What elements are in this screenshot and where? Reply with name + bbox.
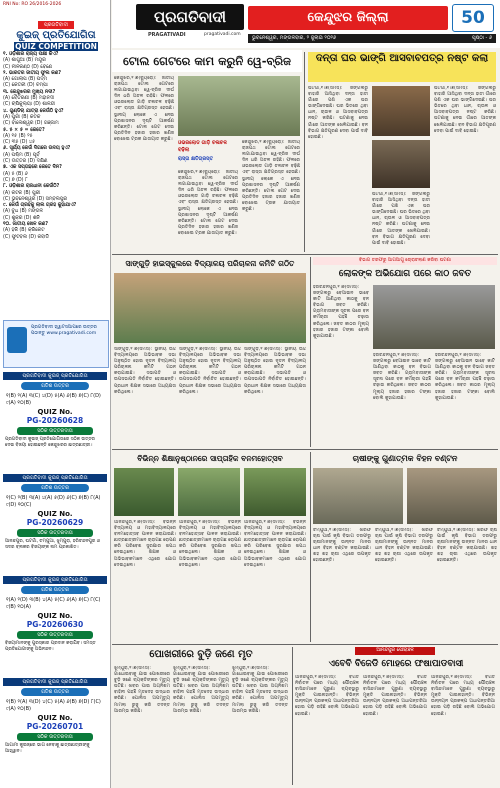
story-body-cont-2: କେନ୍ଦୁଝର,୧।୭(ବ୍ୟୁରୋ): ଜାତୀୟ ରାଜପଥ ଟୋଲ ଗେଟରେ ଲଗାଯାଇଥିବା ୱେ-ବ୍ରିଜ ଦୀର୍ଘ ଦିନ ଧରି ଅଚଳ ରହିଛି। ଫଳରେ ଓଭରଲୋଡ ଗାଡ଼ି ଚଳାଚଳ ବଢ଼ିଛି ଏବଂ ରାସ୍ତା କ୍ଷତିଗ୍ରସ୍ତ ହେଉଛି। ସ୍ଥାନୀୟ ଲୋକେ ଏ ନେଇ ପ୍ରଶାସନର ଦୃଷ୍ଟି ଆକର୍ଷଣ କରିଛନ୍ତି। ଟୋଲ ଗେଟ ଦେଇ ପ୍ରତିଦିନ ହଜାର ହଜାର ଖଣିଜ ବୋଝେଇ ଟ୍ରକ ଯାତାୟାତ କରୁଛି। [242,140,300,213]
committee-group-photo [114,273,306,343]
quiz-code: PG-20260701 [26,722,84,731]
story-elephant [308,52,496,252]
quiz-question-line: (A) ୫ (B) ୬ [3,171,28,177]
story-body: ଆନନ୍ଦପୁର,୧।୭(ସମିସ): ବିଭିନ୍ନ ବିଦ୍ୟାଳୟ ଓ ମହାବିଦ୍ୟାଳୟରେ ବନମହୋତ୍ସବ ପାଳନ କରାଯାଇଛି। ଛାତ୍ରଛାତ୍ରୀମାନେ ଚାରାଗଛ ରୋପଣ କରି ପରିବେଶ ସୁରକ୍ଷାର ଶପଥ ନେଇଥିଲେ। ଶିକ୍ଷକ ଓ ଅଭିଭାବକମାନେ ଏଥିରେ ଯୋଗ ଦେଇଥିଲେ। [114,520,176,568]
quiz-question-line: (C) ବାଲେଶ୍ୱର (D) ଗଞ୍ଜାମ [3,121,59,127]
quiz-question-line: ୧. ଓଡ଼ିଶାର ରାଜ୍ୟ ପକ୍ଷୀ କିଏ? [3,52,59,57]
story-body: କେନ୍ଦୁଝର,୧।୭(ବ୍ୟୁରୋ): ଜାତୀୟ ରାଜପଥ ଟୋଲ ଗେଟରେ ଲଗାଯାଇଥିବା ୱେ-ବ୍ରିଜ ଦୀର୍ଘ ଦିନ ଧରି ଅଚଳ ରହିଛି। ଫଳରେ ଓଭରଲୋଡ ଗାଡ଼ି ଚଳାଚଳ ବଢ଼ିଛି ଏବଂ ରାସ୍ତା କ୍ଷତିଗ୍ରସ୍ତ ହେଉଛି। ସ୍ଥାନୀୟ ଲୋକେ ଏ ନେଇ ପ୍ରଶାସନର ଦୃଷ୍ଟି ଆକର୍ଷଣ କରିଛନ୍ତି। ଟୋଲ ଗେଟ ଦେଇ ପ୍ରତିଦିନ ହଜାର ହଜାର ଖଣିଜ ବୋଝେଇ ଟ୍ରକ ଯାତାୟାତ କରୁଛି। [114,76,174,142]
quiz-block-header: ପ୍ରଗତିବାଦୀ କୁଇଜ୍ ପ୍ରତିଯୋଗିତା [3,678,107,686]
quiz-info-box [3,320,109,368]
quiz-winner-label: ସଠିକ ଉତ୍ତରଦାତା [17,631,93,639]
story-body: ହରିଚନ୍ଦନପୁର,୧।୭(ସମିସ): ଜଙ୍ଗଲରୁ ବେଆଇନ ଭାବେ କାଟି ଆଣିଥିବା କାଠକୁ ବନ ବିଭାଗ ଜବତ କରିଛି। ଗ୍ରାମବାସୀଙ୍କ ସୂଚନା ପରେ ବନ କର୍ମଚାରୀ ପହଞ୍ଚି ଚଢ଼ାଉ କରିଥିଲେ। ଜବତ କାଠର ମୂଲ୍ୟ ହଜାର ହଜାର ଟଙ୍କା ବୋଲି କୁହାଯାଉଛି। [313,285,369,339]
story-body-cont: ସାଙ୍ଗୁଡ଼ି,୧।୭(ସମିସ): ସ୍ଥାନୀୟ ଉଚ୍ଚ ବିଦ୍ୟାଳୟରେ ଅଭିଭାବକ ସଭା ଅନୁଷ୍ଠିତ ହୋଇ ନୂତନ ବିଦ୍ୟାଳୟ ପରିଚାଳନା କମିଟି ଗଠନ କରାଯାଇଛି। ସଭାପତି ଓ ଉପସଭାପତି ନିର୍ବାଚିତ ହୋଇଛନ୍ତି। ପ୍ରଧାନ ଶିକ୍ଷକ ସଭାରେ ଅଧ୍ୟକ୍ଷତା କରିଥିଲେ। [179,347,241,395]
quiz-winner-label: ସଠିକ ଉତ୍ତରଦାତା [17,427,93,435]
plantation-photo-2 [178,468,240,516]
story-headline: ସାଙ୍ଗୁଡ଼ି ହାଇସ୍କୁଲରେ ବିଦ୍ୟାଳୟ ପରିଚାଳନା କମିଟି ଗଠିତ [125,259,295,268]
quiz-answer-block [3,372,107,448]
story-school-committee [112,257,308,447]
quiz-question-line: (C) ଫୁଟବଲ (D) କବାଡି [3,234,49,240]
anniversary-badge: 50 [452,4,494,32]
quiz-question-line: (A) ହକି (B) କ୍ରିକେଟ [3,228,45,234]
quiz-answer-block [3,576,107,652]
quiz-title-english: QUIZ COMPETITION [15,42,97,51]
whatsapp-icon [7,327,27,353]
quiz-sidebar [0,0,111,788]
quiz-block-subheader: ଗତିଶ ଉତ୍ତର [21,484,89,492]
story-kicker: ଆନନ୍ଦପୁର ପୌରାଞ୍ଚଳ [355,647,435,655]
quiz-question-line: ୫. ୫ × ୫ = କେତେ? [3,127,45,133]
quiz-info-text: ପ୍ରଗତିବାଦୀ ହ୍ୱାଟସଆପରେ ଉତ୍ତର ପଠାନ୍ତୁ www.pragativadi.com [31,325,97,336]
plantation-photo-3 [244,468,306,516]
quiz-code: PG-20260629 [26,518,84,527]
story-body-cont-2: ଝୁମ୍ପୁରା,୧।୭(ସମିସ): ଗାଧୋଇବାକୁ ଯାଇ ପୋଖରୀରେ ବୁଡ଼ି ଜଣେ ବ୍ୟକ୍ତିଙ୍କର ମୃତ୍ୟୁ ଘଟିଛି। ଖବର ପାଇ ଅଗ୍ନିଶମ ବାହିନୀ ପହଞ୍ଚି ମୃତଦେହ ଉଦ୍ଧାର କରିଛି। ପୋଲିସ ଅପମୃତ୍ୟୁ ମାମଲା ରୁଜୁ କରି ତଦନ୍ତ ଆରମ୍ଭ କରିଛି। [232,666,288,714]
story-headline: ଚାଷୀଙ୍କୁ ଗୁଣାତ୍ମକ ବିହନ ବଣ୍ଟନ [352,454,458,463]
quiz-question-line: ୮. ଓଡ଼ିଶାର ରାଜଧାନୀ କେଉଁଠି? [3,184,60,190]
column-divider [292,647,293,785]
quiz-title-odia: କୁଇଜ୍ ପ୍ରତିଯୋଗିତା [16,30,96,41]
quiz-question-line: ୨. ଭାରତର ଜାତୀୟ ଫୁଲ କଣ? [3,70,62,76]
quiz-answer-key: ୧(A) ୨(D) ୩(B) ୪(A) ୫(C) ୬(A) ୭(C) ୮(C) ୯(B) ୧୦(A) [6,597,101,610]
quiz-question-line: (C) ଉତ୍ତର (D) ଦକ୍ଷିଣ [3,159,48,165]
quiz-label: ପ୍ରଗତିବାଦୀ [38,21,74,29]
page-number: ପୃଷ୍ଠା - ୬ [471,35,492,41]
registration-line: RNI No: RO 26/2016-2026 [3,2,62,7]
story-body-cont: ଝୁମ୍ପୁରା,୧।୭(ସମିସ): ଗାଧୋଇବାକୁ ଯାଇ ପୋଖରୀରେ ବୁଡ଼ି ଜଣେ ବ୍ୟକ୍ତିଙ୍କର ମୃତ୍ୟୁ ଘଟିଛି। ଖବର ପାଇ ଅଗ୍ନିଶମ ବାହିନୀ ପହଞ୍ଚି ମୃତଦେହ ଉଦ୍ଧାର କରିଛି। ପୋଲିସ ଅପମୃତ୍ୟୁ ମାମଲା ରୁଜୁ କରି ତଦନ୍ତ ଆରମ୍ଭ କରିଛି। [173,666,229,714]
quiz-block-header: ପ୍ରଗତିବାଦୀ କୁଇଜ୍ ପ୍ରତିଯୋଗିତା [3,474,107,482]
date-bar [248,34,496,43]
story-headline: ଏବେବି ବିଜେଡି ମୋହରେ ଫଷାପାଡବାସୀ [328,659,464,669]
story-body: ଘଟଗାଁ,୧।୭(ସମିସ): ଜଙ୍ଗଲରୁ ବାହାରି ଆସିଥିବା ଦନ୍ତା ହାତୀ ଗାଁରେ ପଶି ଏକ ଘର ଭାଙ୍ଗିଦେଇଛି। ଘର ଭିତରେ ଥିବା ଧାନ, ଚାଉଳ ଓ ଆସବାବପତ୍ର ନଷ୍ଟ କରିଛି। ଘଟଣାକୁ ନେଇ ଗାଁରେ ଆତଙ୍କ ଖେଳିଯାଇଛି। ବନ ବିଭାଗ କ୍ଷତିପୂରଣ ଦେବା ପାଇଁ ଦାବି ହୋଇଛି। [308,86,368,140]
quiz-number-label: QUIZ No. [37,612,73,620]
quiz-winner-label: ସଠିକ ଉତ୍ତରଦାତା [17,733,93,741]
quiz-answer-key: ୧(B) ୨(A) ୩(C) ୪(D) ୫(A) ୬(B) ୭(C) ୮(D) ୯(A) ୧୦(B) [6,393,101,406]
toll-gate-photo [178,76,300,136]
logo-url: pragativadi.com [204,32,241,37]
quiz-block-header: ପ୍ରଗତିବାଦୀ କୁଇଜ୍ ପ୍ରତିଯୋଗିତା [3,372,107,380]
quiz-code: PG-20260630 [26,620,84,629]
seed-distribution-photo-2 [407,468,497,524]
column-divider [304,52,305,252]
quiz-number-label: QUIZ No. [37,510,73,518]
quiz-answer-key: ୧(B) ୨(A) ୩(D) ୪(C) ୫(A) ୬(B) ୭(D) ୮(C) ୯(A) ୧୦(B) [6,699,101,712]
story-timber [313,257,497,447]
story-headline: ଦନ୍ତା ଘର ଭାଙ୍ଗି ଆସବାବପତ୍ର ନଷ୍ଟ କଲା [308,52,496,82]
quiz-question-line: ୩. କେନ୍ଦୁଝରର ମୁଖ୍ୟ ନଦୀ? [3,89,56,95]
quiz-question-list [3,52,107,241]
quiz-block-header: ପ୍ରଗତିବାଦୀ କୁଇଜ୍ ପ୍ରତିଯୋଗିତା [3,576,107,584]
story-body-cont: ଚମ୍ପୁଆ,୧।୭(ସମିସ): ଖରିଫ ଚାଷ ପାଇଁ କୃଷି ବିଭାଗ ତରଫରୁ ଚାଷୀମାନଙ୍କୁ ଉନ୍ନତ ମାନର ଧାନ ବିହନ ବଣ୍ଟନ କରାଯାଇଛି। ଶହ ଶହ ଚାଷୀ ଏଥିରେ ଉପକୃତ ହୋଇଛନ୍ତି। [375,528,433,564]
quiz-block-subheader: ଗତିଶ ଉତ୍ତର [21,586,89,594]
story-body-cont: କେନ୍ଦୁଝର,୧।୭(ବ୍ୟୁରୋ): ଜାତୀୟ ରାଜପଥ ଟୋଲ ଗେଟରେ ଲଗାଯାଇଥିବା ୱେ-ବ୍ରିଜ ଦୀର୍ଘ ଦିନ ଧରି ଅଚଳ ରହିଛି। ଫଳରେ ଓଭରଲୋଡ ଗାଡ଼ି ଚଳାଚଳ ବଢ଼ିଛି ଏବଂ ରାସ୍ତା କ୍ଷତିଗ୍ରସ୍ତ ହେଉଛି। ସ୍ଥାନୀୟ ଲୋକେ ଏ ନେଇ ପ୍ରଶାସନର ଦୃଷ୍ଟି ଆକର୍ଷଣ କରିଛନ୍ତି। ଟୋଲ ଗେଟ ଦେଇ ପ୍ରତିଦିନ ହଜାର ହଜାର ଖଣିଜ ବୋଝେଇ ଟ୍ରକ ଯାତାୟାତ କରୁଛି। [178,170,238,236]
story-headline: ବିଭିନ୍ନ ଶିକ୍ଷାନୁଷ୍ଠାନରେ ସାପ୍ତାହିକ ବନମହୋତ୍ସବ [137,454,283,463]
seed-distribution-photo-1 [313,468,403,524]
story-anandapur [295,647,497,785]
quiz-winner-text: ଆଗାମୀ କୁଇଜ୍‌ରେ ଭାଗ ନେବାକୁ ଛାତ୍ରଛାତ୍ରୀଙ୍କୁ ଆହ୍ୱାନ। [5,743,90,754]
story-body-cont-2: ଆନନ୍ଦପୁର,୧।୭(ସମିସ): ବିଗତ ନିର୍ବାଚନ ପରେ ମଧ୍ୟ ପୌରାଞ୍ଚଳ ବାସିନ୍ଦାମାନେ ପୁରୁଣା ବ୍ୟବସ୍ଥାରୁ ମୁକ୍ତି ପାଇନାହାନ୍ତି। ବିଭିନ୍ନ ଉନ୍ନୟନ ପ୍ରକଳ୍ପ ଅଧାପନ୍ତରିଆ ହୋଇ ପଡ଼ି ରହିଛି ବୋଲି ଅଭିଯୋଗ ହୋଇଛି। [431,675,495,717]
column-divider [310,257,311,447]
quiz-question-line: (A) ପଶ୍ଚିମ (B) ପୂର୍ବ [3,152,40,158]
quiz-winner-text: ପ୍ରଗତିବାଦୀ କୁଇଜ୍ ପ୍ରତିଯୋଗିତାରେ ସଠିକ ଉତ୍ତର ଦେଇ ବିଜୟୀ ହୋଇଛନ୍ତି କେନ୍ଦୁଝରର ଛାତ୍ରଛାତ୍ରୀ। [5,437,95,448]
story-toll-gate [112,50,302,250]
quiz-question-line: (A) ବୁଧ (B) ମଙ୍ଗଳ [3,209,43,215]
district-title: କେନ୍ଦୁଝର ଜିଲ୍ଲା [248,6,448,30]
damaged-house-photo [372,86,430,136]
story-plantation [112,452,308,642]
date-line: ଭୁବନେଶ୍ୱର, ମଙ୍ଗଳବାର, ୨ ଜୁଲାଇ ୨୦୨୬ [252,35,337,41]
story-highlight-1: ଓଭରଲୋଡ ଗାଡ଼ି ଚଳାଚଳ ବଢ଼ିଲା [178,140,227,153]
row-divider [112,449,498,450]
quiz-question-line: (A) ଗୋଲାପ (B) ପଦ୍ମ [3,77,48,83]
row-divider [112,254,498,255]
story-body-cont-2: ହରିଚନ୍ଦନପୁର,୧।୭(ସମିସ): ଜଙ୍ଗଲରୁ ବେଆଇନ ଭାବେ କାଟି ଆଣିଥିବା କାଠକୁ ବନ ବିଭାଗ ଜବତ କରିଛି। ଗ୍ରାମବାସୀଙ୍କ ସୂଚନା ପରେ ବନ କର୍ମଚାରୀ ପହଞ୍ଚି ଚଢ଼ାଉ କରିଥିଲେ। ଜବତ କାଠର ମୂଲ୍ୟ ହଜାର ହଜାର ଟଙ୍କା ବୋଲି କୁହାଯାଉଛି। [435,353,495,401]
quiz-question-line: (C) କେତକୀ (D) ଚମ୍ପା [3,83,48,89]
quiz-question-line: (C) ଋଷିକୁଲ୍ୟା (D) ଶାଳନ୍ଦୀ [3,102,56,108]
story-highlight-2: ରାସ୍ତା କ୍ଷତିଗ୍ରସ୍ତ [178,156,214,162]
story-body-cont: ଆନନ୍ଦପୁର,୧।୭(ସମିସ): ବିଭିନ୍ନ ବିଦ୍ୟାଳୟ ଓ ମହାବିଦ୍ୟାଳୟରେ ବନମହୋତ୍ସବ ପାଳନ କରାଯାଇଛି। ଛାତ୍ରଛାତ୍ରୀମାନେ ଚାରାଗଛ ରୋପଣ କରି ପରିବେଶ ସୁରକ୍ଷାର ଶପଥ ନେଇଥିଲେ। ଶିକ୍ଷକ ଓ ଅଭିଭାବକମାନେ ଏଥିରେ ଯୋଗ ଦେଇଥିଲେ। [179,520,241,568]
quiz-question-line: (C) ଭୁବନେଶ୍ୱର (D) ସମ୍ବଲପୁର [3,196,68,202]
quiz-question-line: (A) କଟକ (B) ପୁରୀ [3,190,41,196]
story-seeds [313,452,497,642]
quiz-number-label: QUIZ No. [37,714,73,722]
story-body-cont-2: ସାଙ୍ଗୁଡ଼ି,୧।୭(ସମିସ): ସ୍ଥାନୀୟ ଉଚ୍ଚ ବିଦ୍ୟାଳୟରେ ଅଭିଭାବକ ସଭା ଅନୁଷ୍ଠିତ ହୋଇ ନୂତନ ବିଦ୍ୟାଳୟ ପରିଚାଳନା କମିଟି ଗଠନ କରାଯାଇଛି। ସଭାପତି ଓ ଉପସଭାପତି ନିର୍ବାଚିତ ହୋଇଛନ୍ତି। ପ୍ରଧାନ ଶିକ୍ଷକ ସଭାରେ ଅଧ୍ୟକ୍ଷତା କରିଥିଲେ। [244,347,306,395]
quiz-number-label: QUIZ No. [37,408,73,416]
story-body-cont: ଘଟଗାଁ,୧।୭(ସମିସ): ଜଙ୍ଗଲରୁ ବାହାରି ଆସିଥିବା ଦନ୍ତା ହାତୀ ଗାଁରେ ପଶି ଏକ ଘର ଭାଙ୍ଗିଦେଇଛି। ଘର ଭିତରେ ଥିବା ଧାନ, ଚାଉଳ ଓ ଆସବାବପତ୍ର ନଷ୍ଟ କରିଛି। ଘଟଣାକୁ ନେଇ ଗାଁରେ ଆତଙ୍କ ଖେଳିଯାଇଛି। ବନ ବିଭାଗ କ୍ଷତିପୂରଣ ଦେବା ପାଇଁ ଦାବି ହୋଇଛି। [372,192,430,246]
story-body: ଚମ୍ପୁଆ,୧।୭(ସମିସ): ଖରିଫ ଚାଷ ପାଇଁ କୃଷି ବିଭାଗ ତରଫରୁ ଚାଷୀମାନଙ୍କୁ ଉନ୍ନତ ମାନର ଧାନ ବିହନ ବଣ୍ଟନ କରାଯାଇଛି। ଶହ ଶହ ଚାଷୀ ଏଥିରେ ଉପକୃତ ହୋଇଛନ୍ତି। [313,528,371,564]
story-body-cont-2: ଚମ୍ପୁଆ,୧।୭(ସମିସ): ଖରିଫ ଚାଷ ପାଇଁ କୃଷି ବିଭାଗ ତରଫରୁ ଚାଷୀମାନଙ୍କୁ ଉନ୍ନତ ମାନର ଧାନ ବିହନ ବଣ୍ଟନ କରାଯାଇଛି। ଶହ ଶହ ଚାଷୀ ଏଥିରେ ଉପକୃତ ହୋଇଛନ୍ତି। [437,528,497,564]
quiz-question-line: ୬. ସୂର୍ଯ୍ୟ କେଉଁ ଦିଗରେ ଉଦୟ ହୁଏ? [3,146,71,152]
story-headline: ଟୋଲ ଗେଟରେ କାମ କରୁନି ୱେ-ବ୍ରିଜ [112,50,302,72]
quiz-winner-label: ସଠିକ ଉତ୍ତରଦାତା [17,529,93,537]
story-body: ଝୁମ୍ପୁରା,୧।୭(ସମିସ): ଗାଧୋଇବାକୁ ଯାଇ ପୋଖରୀରେ ବୁଡ଼ି ଜଣେ ବ୍ୟକ୍ତିଙ୍କର ମୃତ୍ୟୁ ଘଟିଛି। ଖବର ପାଇ ଅଗ୍ନିଶମ ବାହିନୀ ପହଞ୍ଚି ମୃତଦେହ ଉଦ୍ଧାର କରିଛି। ପୋଲିସ ଅପମୃତ୍ୟୁ ମାମଲା ରୁଜୁ କରି ତଦନ୍ତ ଆରମ୍ଭ କରିଛି। [114,666,170,714]
timber-photo [373,285,495,349]
quiz-question-line: (A) ପୁରୀ (B) କଟକ [3,114,41,120]
story-body-cont: ହରିଚନ୍ଦନପୁର,୧।୭(ସମିସ): ଜଙ୍ଗଲରୁ ବେଆଇନ ଭାବେ କାଟି ଆଣିଥିବା କାଠକୁ ବନ ବିଭାଗ ଜବତ କରିଛି। ଗ୍ରାମବାସୀଙ୍କ ସୂଚନା ପରେ ବନ କର୍ମଚାରୀ ପହଞ୍ଚି ଚଢ଼ାଉ କରିଥିଲେ। ଜବତ କାଠର ମୂଲ୍ୟ ହଜାର ହଜାର ଟଙ୍କା ବୋଲି କୁହାଯାଉଛି। [373,353,431,401]
quiz-question-line: (C) ୩୫ (D) ୪୫ [3,140,35,146]
logo-subtitle: PRAGATIVADI [148,32,186,38]
story-body-cont-2: ଘଟଗାଁ,୧।୭(ସମିସ): ଜଙ୍ଗଲରୁ ବାହାରି ଆସିଥିବା ଦନ୍ତା ହାତୀ ଗାଁରେ ପଶି ଏକ ଘର ଭାଙ୍ଗିଦେଇଛି। ଘର ଭିତରେ ଥିବା ଧାନ, ଚାଉଳ ଓ ଆସବାବପତ୍ର ନଷ୍ଟ କରିଛି। ଘଟଣାକୁ ନେଇ ଗାଁରେ ଆତଙ୍କ ଖେଳିଯାଇଛି। ବନ ବିଭାଗ କ୍ଷତିପୂରଣ ଦେବା ପାଇଁ ଦାବି ହୋଇଛି। [434,86,496,134]
row-divider [112,644,498,645]
damaged-house-photo-2 [372,140,430,188]
quiz-title [14,11,98,51]
quiz-answer-block [3,678,107,754]
story-headline: ପୋଖରୀରେ ବୁଡ଼ି ଜଣେ ମୃତ [149,649,253,660]
quiz-answer-block [3,474,107,550]
quiz-question-line: (A) ଶାଗୁଆ (B) ମୟୂର [3,58,46,64]
quiz-answer-key: ୧(C) ୨(B) ୩(A) ୪(A) ୫(D) ୬(C) ୭(B) ୮(A) ୯(D) ୧୦(C) [6,495,101,508]
quiz-block-subheader: ଗତିଶ ଉତ୍ତର [21,382,89,390]
quiz-question-line: ୧୦. ଜାତୀୟ ଖେଳ କଣ? [3,222,49,228]
masthead [112,0,500,48]
plantation-photo-1 [114,468,174,516]
quiz-winner-text: ବିଜୟୀମାନଙ୍କୁ ପୁରସ୍କାର ପ୍ରଦାନ କରାଯିବ। ସମସ୍ତ ପ୍ରତିଯୋଗୀଙ୍କୁ ଅଭିନନ୍ଦନ। [5,641,96,652]
story-kicker: ବିଭାଗ ତରଫରୁ ଆଗଆଗୁ ଚୋରାଚଲାଣ କରିବା ଘଟଣା [313,257,497,265]
quiz-question-line: (C) ନୀଳକଣ୍ଠ (D) ବେଣେ [3,64,52,70]
story-body: ସାଙ୍ଗୁଡ଼ି,୧।୭(ସମିସ): ସ୍ଥାନୀୟ ଉଚ୍ଚ ବିଦ୍ୟାଳୟରେ ଅଭିଭାବକ ସଭା ଅନୁଷ୍ଠିତ ହୋଇ ନୂତନ ବିଦ୍ୟାଳୟ ପରିଚାଳନା କମିଟି ଗଠନ କରାଯାଇଛି। ସଭାପତି ଓ ଉପସଭାପତି ନିର୍ବାଚିତ ହୋଇଛନ୍ତି। ପ୍ରଧାନ ଶିକ୍ଷକ ସଭାରେ ଅଧ୍ୟକ୍ଷତା କରିଥିଲେ। [114,347,176,395]
quiz-question-line: (C) ୭ (D) ୮ [3,177,28,183]
column-divider [310,452,311,642]
story-body-cont: ଆନନ୍ଦପୁର,୧।୭(ସମିସ): ବିଗତ ନିର୍ବାଚନ ପରେ ମଧ୍ୟ ପୌରାଞ୍ଚଳ ବାସିନ୍ଦାମାନେ ପୁରୁଣା ବ୍ୟବସ୍ଥାରୁ ମୁକ୍ତି ପାଇନାହାନ୍ତି। ବିଭିନ୍ନ ଉନ୍ନୟନ ପ୍ରକଳ୍ପ ଅଧାପନ୍ତରିଆ ହୋଇ ପଡ଼ି ରହିଛି ବୋଲି ଅଭିଯୋଗ ହୋଇଛି। [363,675,427,717]
quiz-question-line: ୪. ଗୁଣ୍ଡିଚା ଯାତ୍ରା କେଉଁଠି ହୁଏ? [3,108,64,114]
story-drowning [112,647,290,785]
quiz-question-line: (A) ୧୫ (B) ୨୫ [3,133,33,139]
quiz-question-line: (C) ଶୁକ୍ର (D) ଶନି [3,215,40,221]
newspaper-logo: ପ୍ରଗତିବାଦୀ [136,4,244,30]
quiz-question-line: ୭. ଏକ ସପ୍ତାହରେ କେତେ ଦିନ? [3,165,62,171]
quiz-code: PG-20260628 [26,416,84,425]
story-body-cont-2: ଆନନ୍ଦପୁର,୧।୭(ସମିସ): ବିଭିନ୍ନ ବିଦ୍ୟାଳୟ ଓ ମହାବିଦ୍ୟାଳୟରେ ବନମହୋତ୍ସବ ପାଳନ କରାଯାଇଛି। ଛାତ୍ରଛାତ୍ରୀମାନେ ଚାରାଗଛ ରୋପଣ କରି ପରିବେଶ ସୁରକ୍ଷାର ଶପଥ ନେଇଥିଲେ। ଶିକ୍ଷକ ଓ ଅଭିଭାବକମାନେ ଏଥିରେ ଯୋଗ ଦେଇଥିଲେ। [244,520,306,568]
story-body: ଆନନ୍ଦପୁର,୧।୭(ସମିସ): ବିଗତ ନିର୍ବାଚନ ପରେ ମଧ୍ୟ ପୌରାଞ୍ଚଳ ବାସିନ୍ଦାମାନେ ପୁରୁଣା ବ୍ୟବସ୍ଥାରୁ ମୁକ୍ତି ପାଇନାହାନ୍ତି। ବିଭିନ୍ନ ଉନ୍ନୟନ ପ୍ରକଳ୍ପ ଅଧାପନ୍ତରିଆ ହୋଇ ପଡ଼ି ରହିଛି ବୋଲି ଅଭିଯୋଗ ହୋଇଛି। [295,675,359,717]
quiz-winner-text: ଆନନ୍ଦପୁର, ଘଟଗାଁ, ଚମ୍ପୁଆ, ଝୁମ୍ପୁରା, ହରିଚନ୍ଦନପୁର ଓ ସଦର ବ୍ଲକର ବିଜୟୀଙ୍କ ନାମ ପ୍ରକାଶିତ। [5,539,100,550]
story-headline: ଲୋକଙ୍କ ଅଭିଯୋଗ ପରେ କାଠ ଜବତ [338,269,472,279]
quiz-question-line: (A) ବୈତରଣୀ (B) ମହାନଦୀ [3,96,55,102]
quiz-question-line: ୯. କେଉଁ ଗ୍ରହକୁ ଲାଲ ଗ୍ରହ କୁହାଯାଏ? [3,203,77,209]
quiz-block-subheader: ଗତିଶ ଉତ୍ତର [21,688,89,696]
